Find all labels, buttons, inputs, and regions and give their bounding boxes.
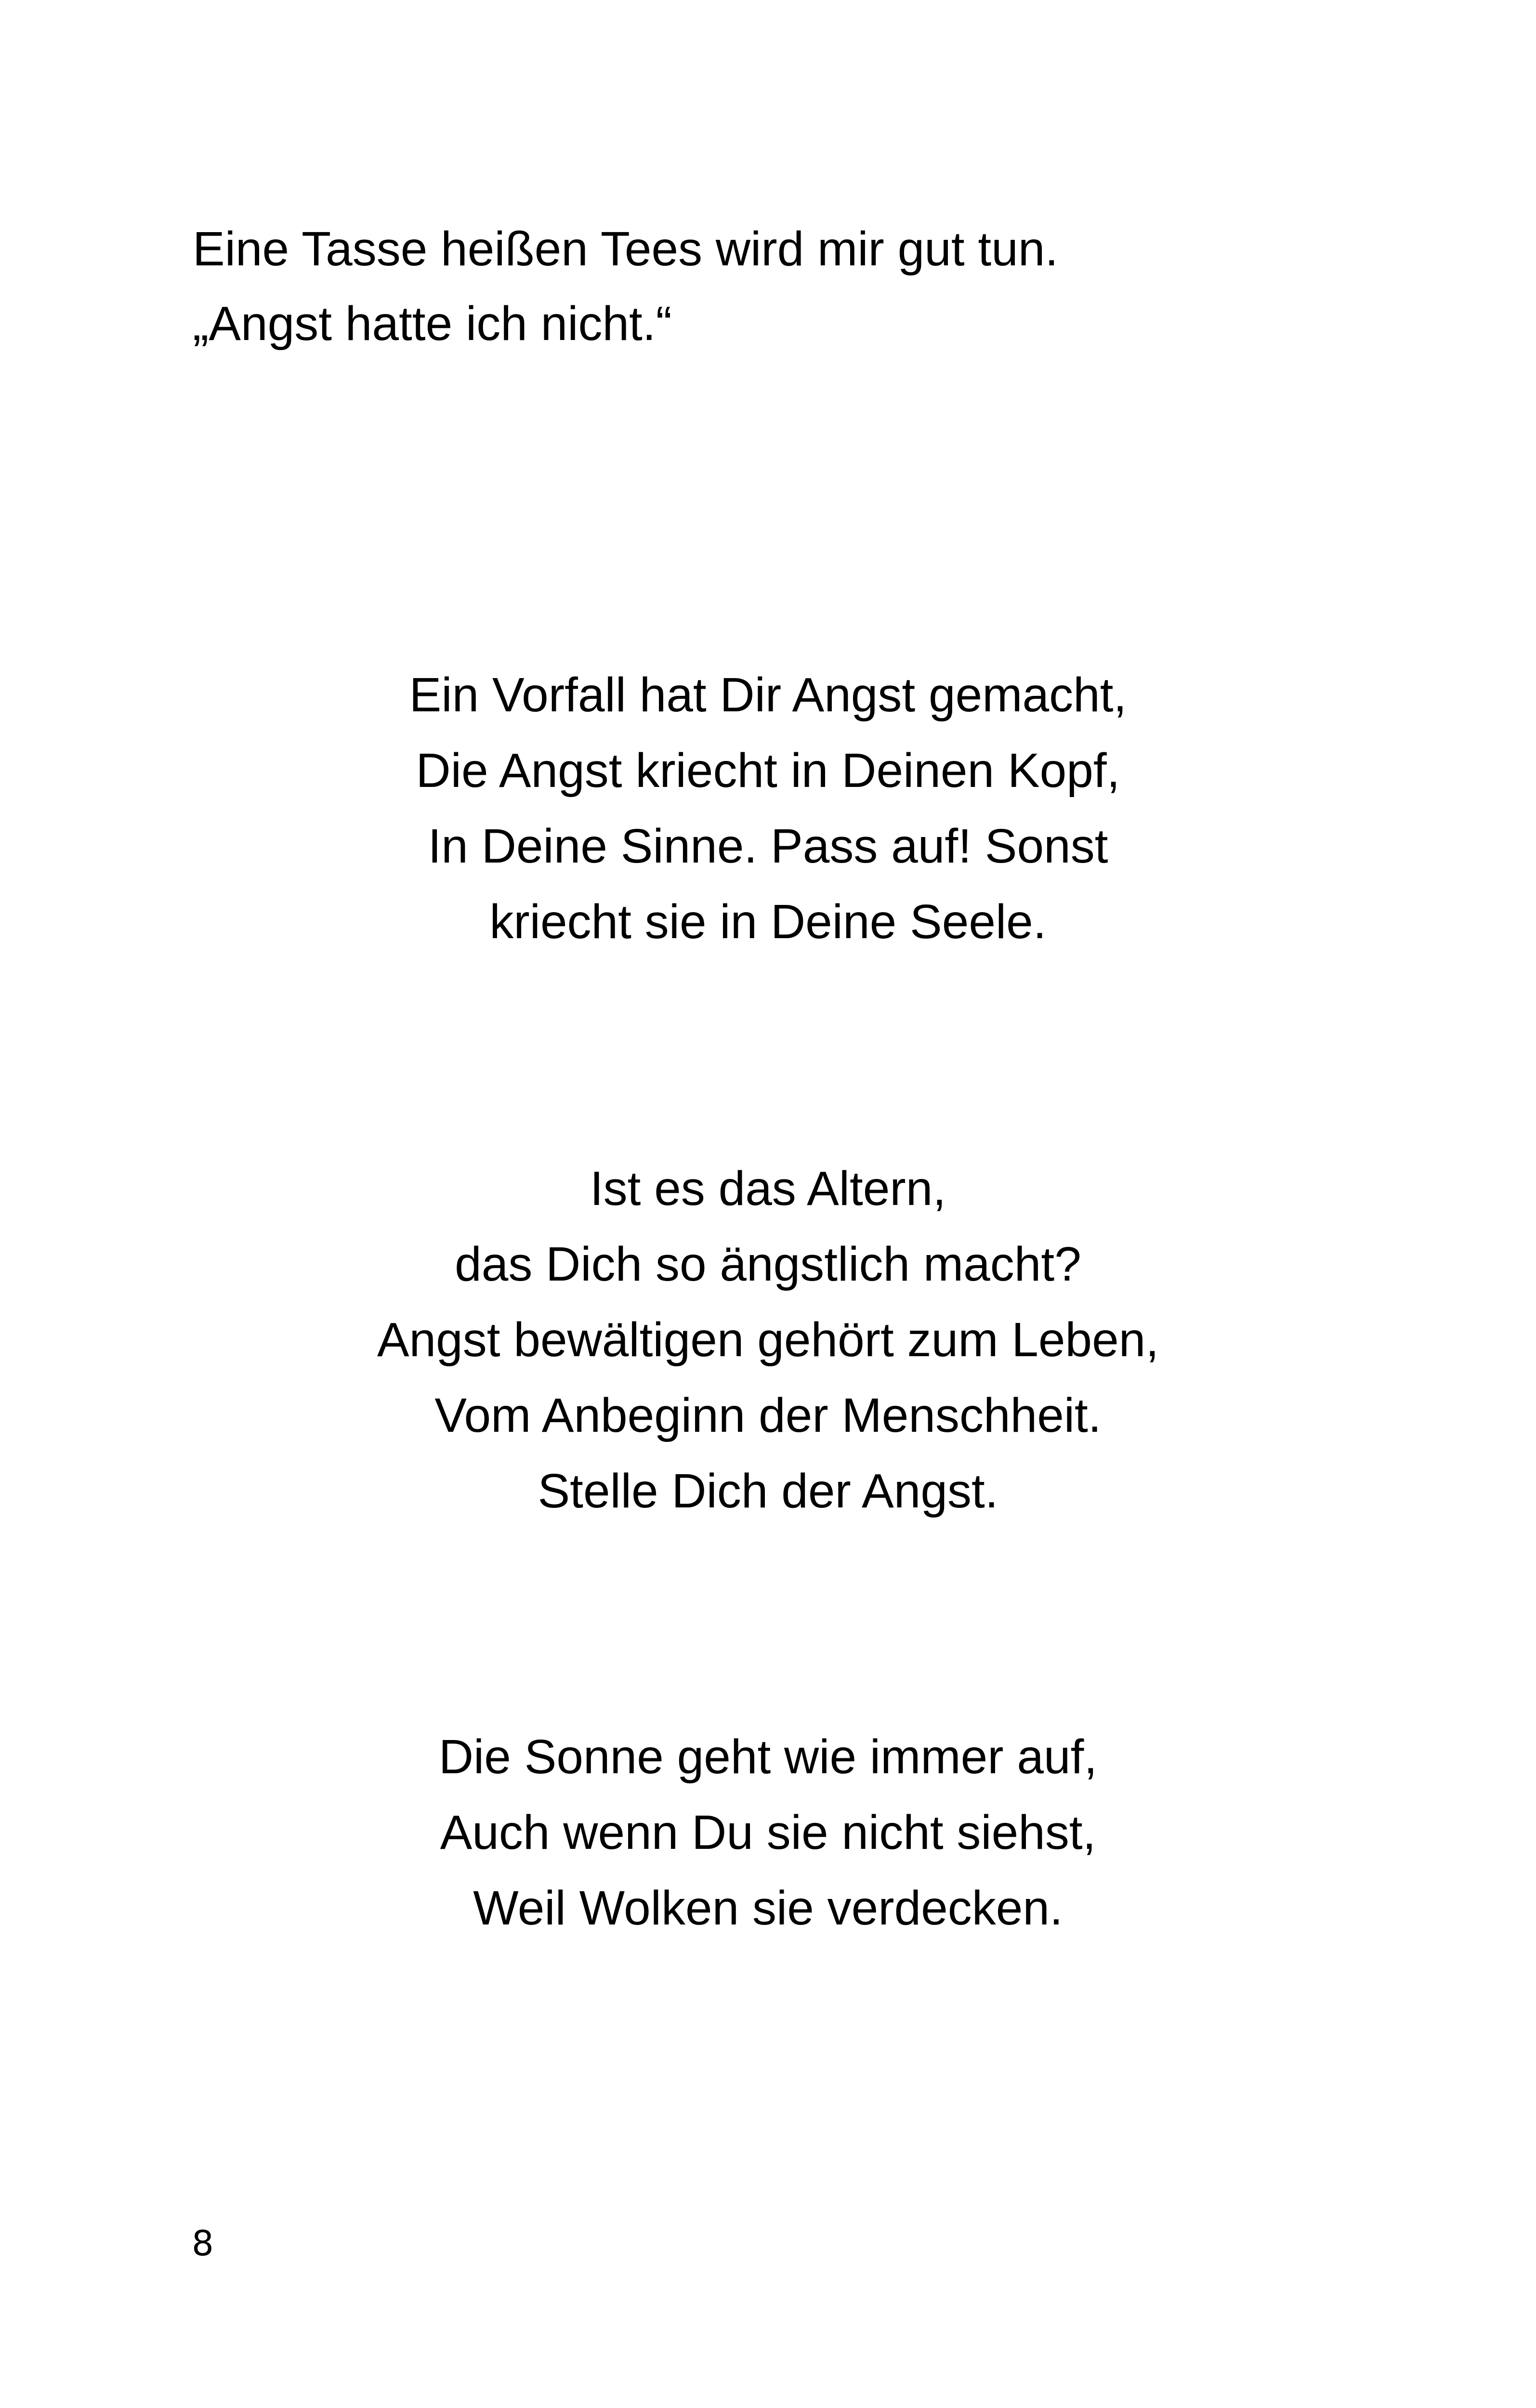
stanza-line: In Deine Sinne. Pass auf! Sonst [428,819,1108,873]
poem-stanza-2 [0,1151,1536,1529]
page-number: 8 [192,2223,214,2264]
stanza-line: Die Angst kriecht in Deinen Kopf, [416,744,1120,798]
stanza-line: Auch wenn Du sie nicht siehst, [440,1806,1096,1859]
stanza-line: Angst bewältigen gehört zum Leben, [377,1313,1159,1367]
stanza-line: das Dich so ängstlich macht? [455,1237,1081,1291]
stanza-line: Weil Wolken sie verdecken. [473,1881,1063,1935]
poem-stanza-1 [0,657,1536,960]
stanza-line: Vom Anbeginn der Menschheit. [434,1388,1102,1442]
stanza-line: Ein Vorfall hat Dir Angst gemacht, [409,668,1127,722]
stanza-line: Die Sonne geht wie immer auf, [438,1730,1098,1784]
intro-line: „Angst hatte ich nicht.“ [193,297,672,351]
intro-line: Eine Tasse heißen Tees wird mir gut tun. [193,222,1059,276]
intro-paragraph [193,212,1349,361]
stanza-line: Stelle Dich der Angst. [538,1464,998,1518]
poem-stanza-3 [0,1719,1536,1946]
stanza-line: Ist es das Altern, [590,1162,946,1216]
stanza-line: kriecht sie in Deine Seele. [489,895,1047,949]
